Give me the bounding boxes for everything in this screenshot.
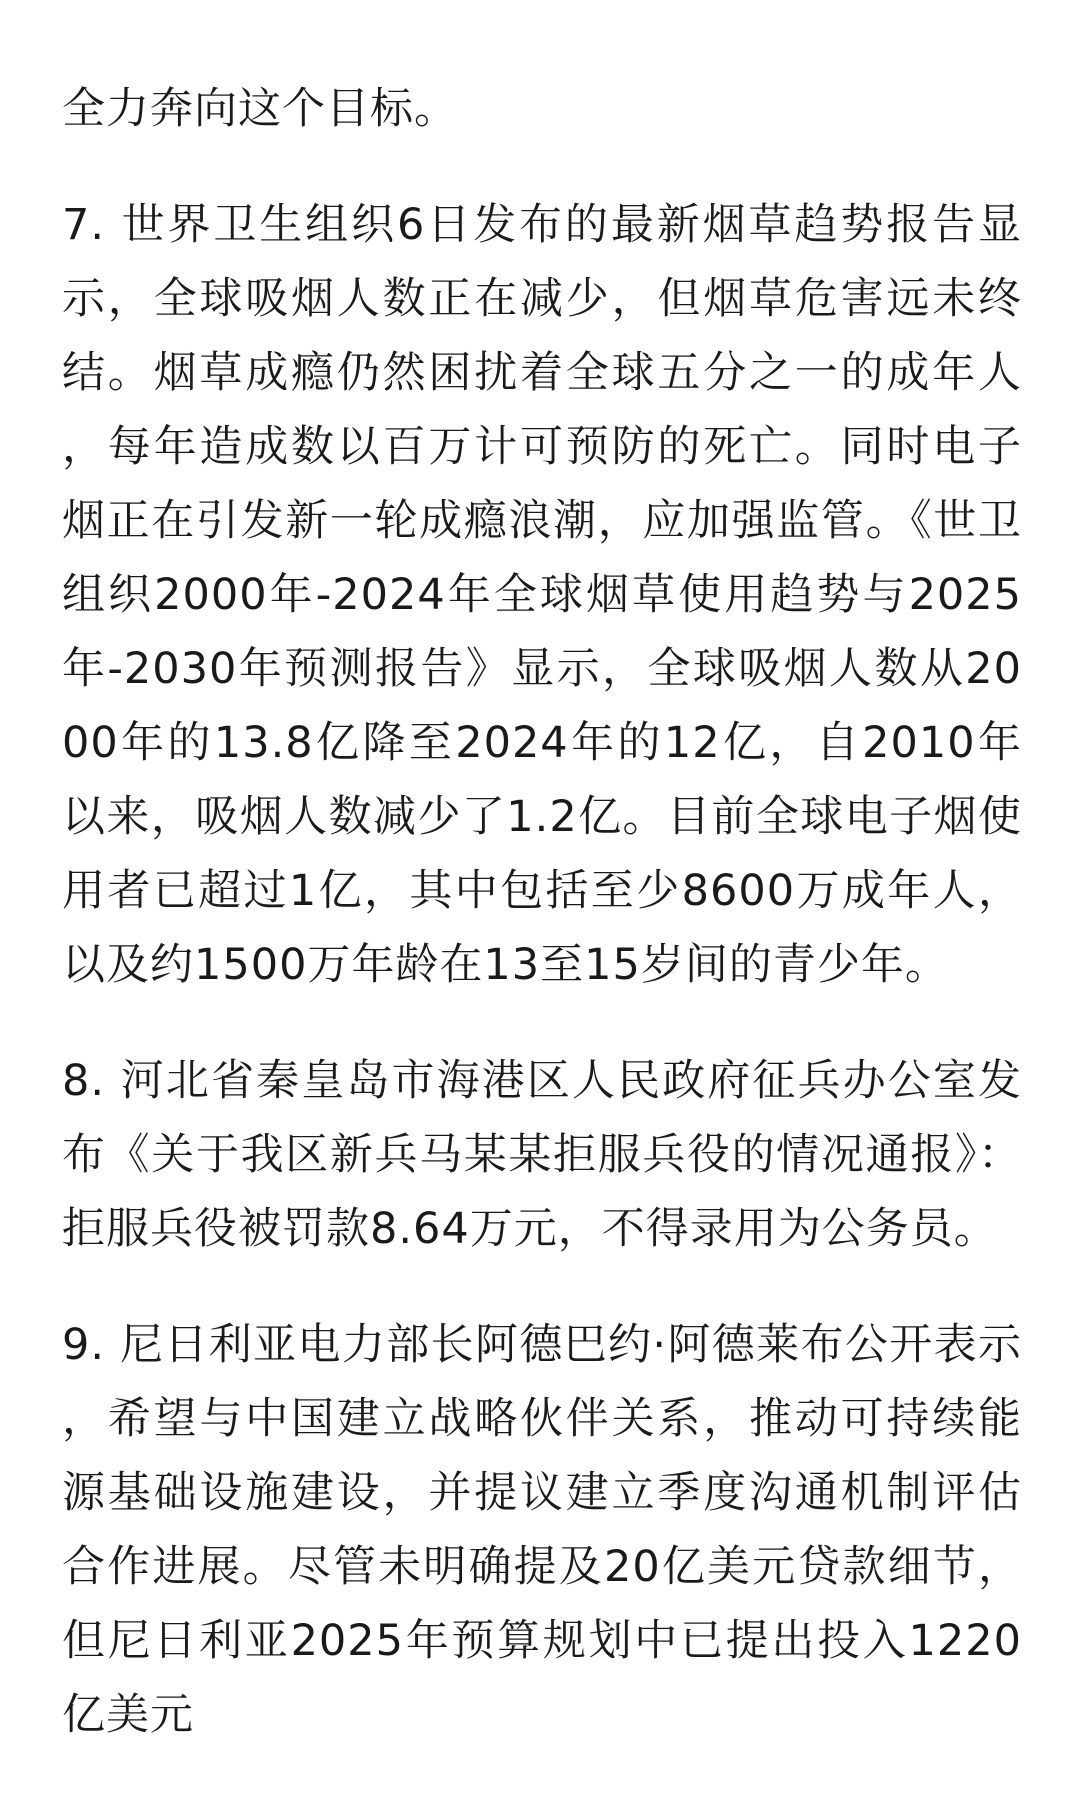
paragraph-item-7: 7. 世界卫生组织6日发布的最新烟草趋势报告显示，全球吸烟人数正在减少，但烟草危害远未终结。烟草成瘾仍然困扰着全球五分之一的成年人，每年造成数以百万计可预防的死亡。同时电子烟正在引发新一轮成瘾浪潮，应加强监管。《世卫组织2000年-2024年全球烟草使用趋势与2025年-2030年预测报告》显示，全球吸烟人数从2000年的13.8亿降至2024年的12亿，自2010年以来，吸烟人数减少了1.2亿。目前全球电子烟使用者已超过1亿，其中包括至少8600万成年人，以及约1500万年龄在13至15岁间的青少年。 — [62, 200, 1022, 990]
paragraph-item-9: 9. 尼日利亚电力部长阿德巴约·阿德莱布公开表示，希望与中国建立战略伙伴关系，推动可持续能源基础设施建设，并提议建立季度沟通机制评估合作进展。尽管未明确提及20亿美元贷款细节，但尼日利亚2025年预算规划中已提出投入1220亿美元 — [62, 1320, 1022, 1740]
paragraph-item-8: 8. 河北省秦皇岛市海港区人民政府征兵办公室发布《关于我区新兵马某某拒服兵役的情况通报》：拒服兵役被罚款8.64万元，不得录用为公务员。 — [62, 1056, 1022, 1254]
paragraph-intro-ending: 全力奔向这个目标。 — [62, 84, 458, 134]
article-body — [62, 72, 1022, 1752]
